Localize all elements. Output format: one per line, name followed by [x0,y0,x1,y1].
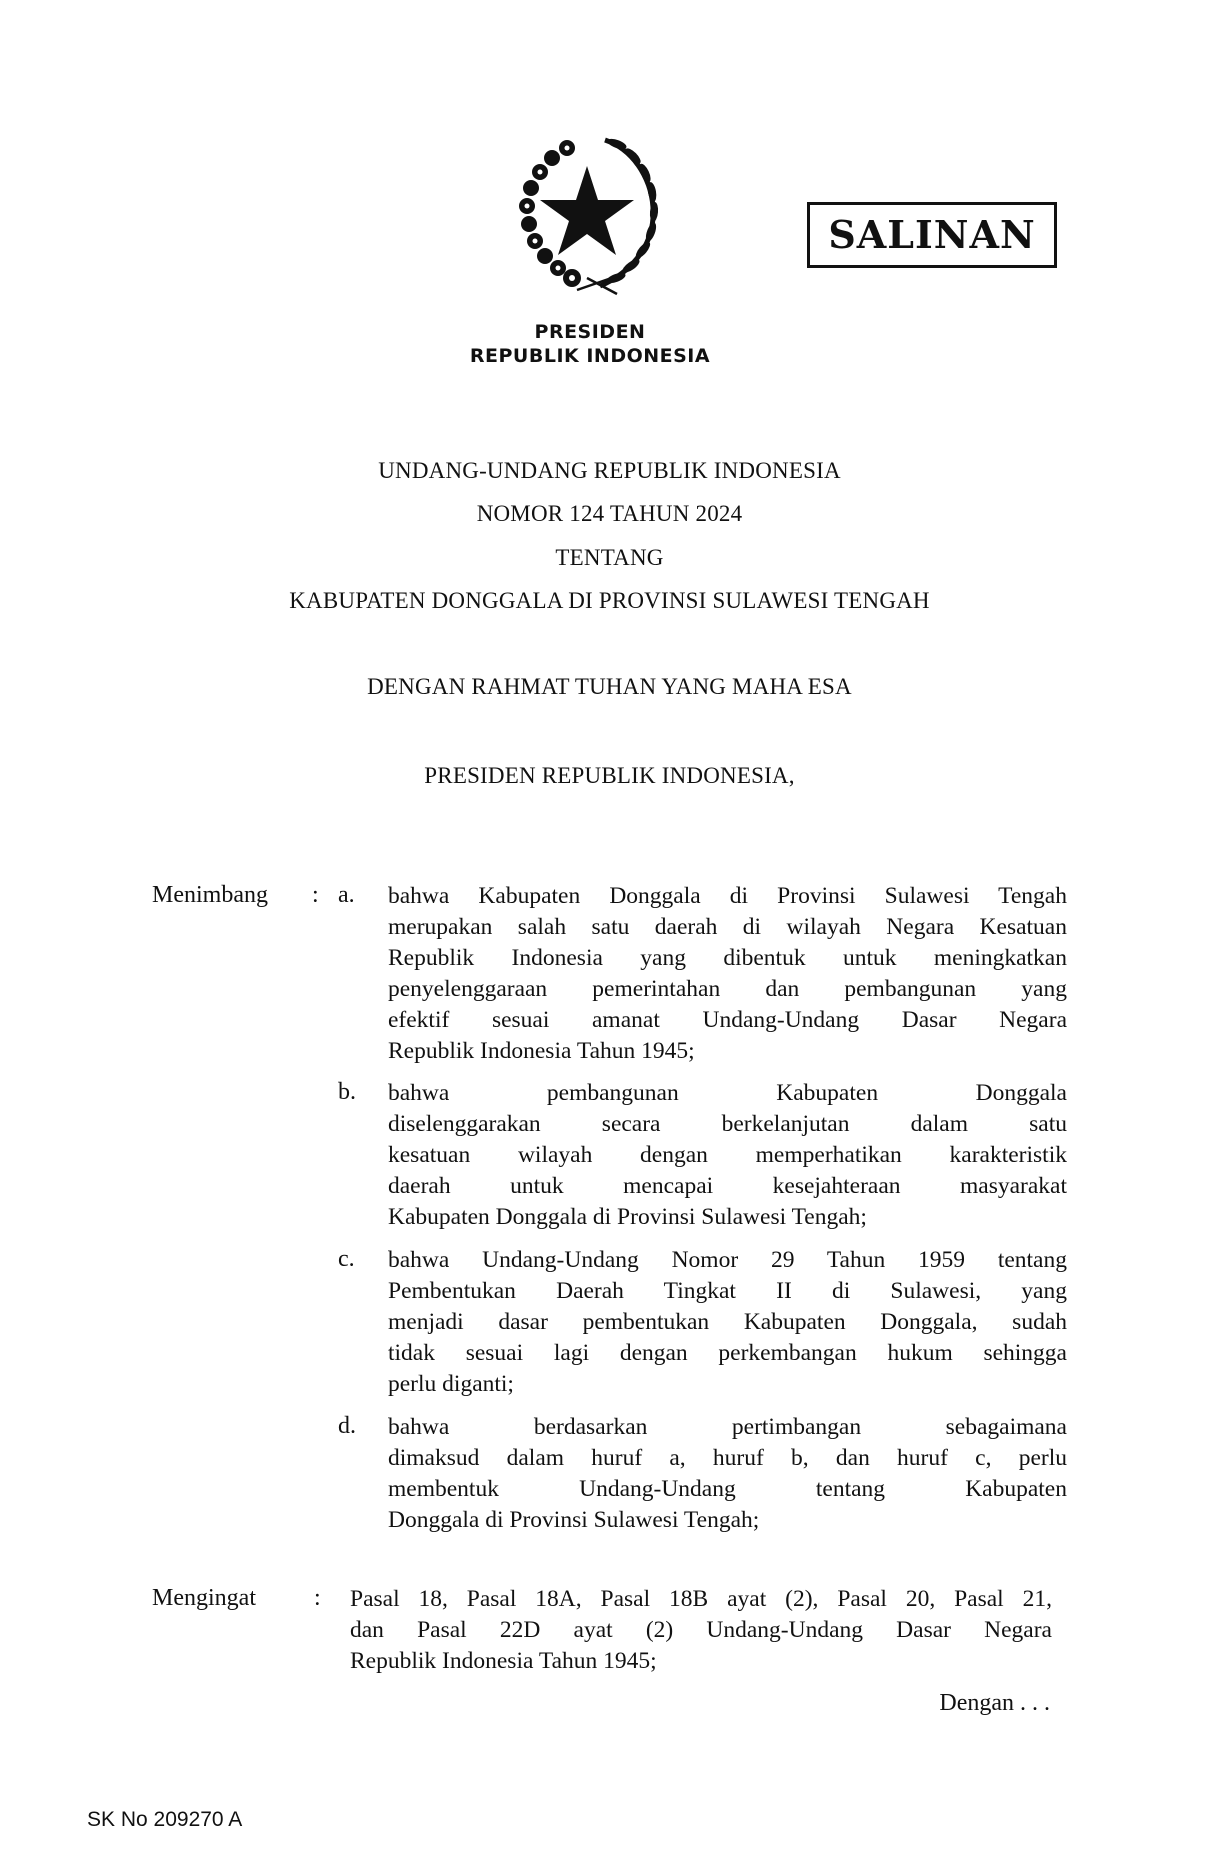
mengingat-label: Mengingat [152,1585,256,1611]
text-line: dan Pasal 22D ayat (2) Undang-Undang Dasar Negara [350,1617,1052,1643]
text-line: bahwa berdasarkan pertimbangan sebagaimana [388,1414,1067,1440]
text-line: menjadi dasar pembentukan Kabupaten Donggala, sudah [388,1309,1067,1335]
item-d-text [388,1412,1067,1536]
title-tentang: TENTANG [555,545,664,570]
text-line: bahwa Undang-Undang Nomor 29 Tahun 1959 tentang [388,1247,1067,1273]
text-line: penyelenggaraan pemerintahan dan pembangunan yang [388,976,1067,1002]
item-a-text [388,881,1067,1067]
invocation: DENGAN RAHMAT TUHAN YANG MAHA ESA [367,674,852,699]
menimbang-colon: : [312,882,319,908]
text-line: Republik Indonesia yang dibentuk untuk meningkatkan [388,945,1067,971]
title-law-type: UNDANG-UNDANG REPUBLIK INDONESIA [378,458,841,483]
text-line: Republik Indonesia Tahun 1945; [388,1038,695,1064]
text-line: diselenggarakan secara berkelanjutan dalam satu [388,1111,1067,1137]
text-line: bahwa Kabupaten Donggala di Provinsi Sulawesi Tengah [388,883,1067,909]
text-line: kesatuan wilayah dengan memperhatikan karakteristik [388,1142,1067,1168]
title-number: NOMOR 124 TAHUN 2024 [476,501,743,526]
continuation-marker: Dengan . . . [939,1690,1050,1716]
text-line: Donggala di Provinsi Sulawesi Tengah; [388,1507,760,1533]
text-line: perlu diganti; [388,1371,514,1397]
item-d-marker: d. [338,1413,356,1439]
item-c-marker: c. [338,1246,355,1272]
text-line: efektif sesuai amanat Undang-Undang Dasar Negara [388,1007,1067,1033]
text-line: merupakan salah satu daerah di wilayah Negara Kesatuan [388,914,1067,940]
mengingat-colon: : [314,1585,321,1611]
text-line: daerah untuk mencapai kesejahteraan masyarakat [388,1173,1067,1199]
menimbang-label: Menimbang [152,882,268,908]
seal-caption-presiden: PRESIDEN [534,321,646,343]
text-line: Republik Indonesia Tahun 1945; [350,1648,657,1674]
text-line: dimaksud dalam huruf a, huruf b, dan huruf c, perlu [388,1445,1067,1471]
sk-number: SK No 209270 A [87,1808,243,1831]
text-line: Pembentukan Daerah Tingkat II di Sulawesi, yang [388,1278,1067,1304]
item-b-marker: b. [338,1079,356,1105]
presidential-emblem-icon [505,128,670,303]
seal-caption-republik: REPUBLIK INDONESIA [469,345,711,367]
mengingat-text [350,1584,1052,1677]
text-line: membentuk Undang-Undang tentang Kabupaten [388,1476,1067,1502]
text-line: Pasal 18, Pasal 18A, Pasal 18B ayat (2), Pasal 20, Pasal 21, [350,1586,1052,1612]
item-a-marker: a. [338,882,355,908]
salinan-stamp: SALINAN [807,202,1057,268]
text-line: tidak sesuai lagi dengan perkembangan hukum sehingga [388,1340,1067,1366]
title-subject: KABUPATEN DONGGALA DI PROVINSI SULAWESI TENGAH [289,588,930,613]
item-b-text [388,1078,1067,1233]
item-c-text [388,1245,1067,1400]
text-line: bahwa pembangunan Kabupaten Donggala [388,1080,1067,1106]
authority: PRESIDEN REPUBLIK INDONESIA, [424,763,795,788]
text-line: Kabupaten Donggala di Provinsi Sulawesi Tengah; [388,1204,867,1230]
